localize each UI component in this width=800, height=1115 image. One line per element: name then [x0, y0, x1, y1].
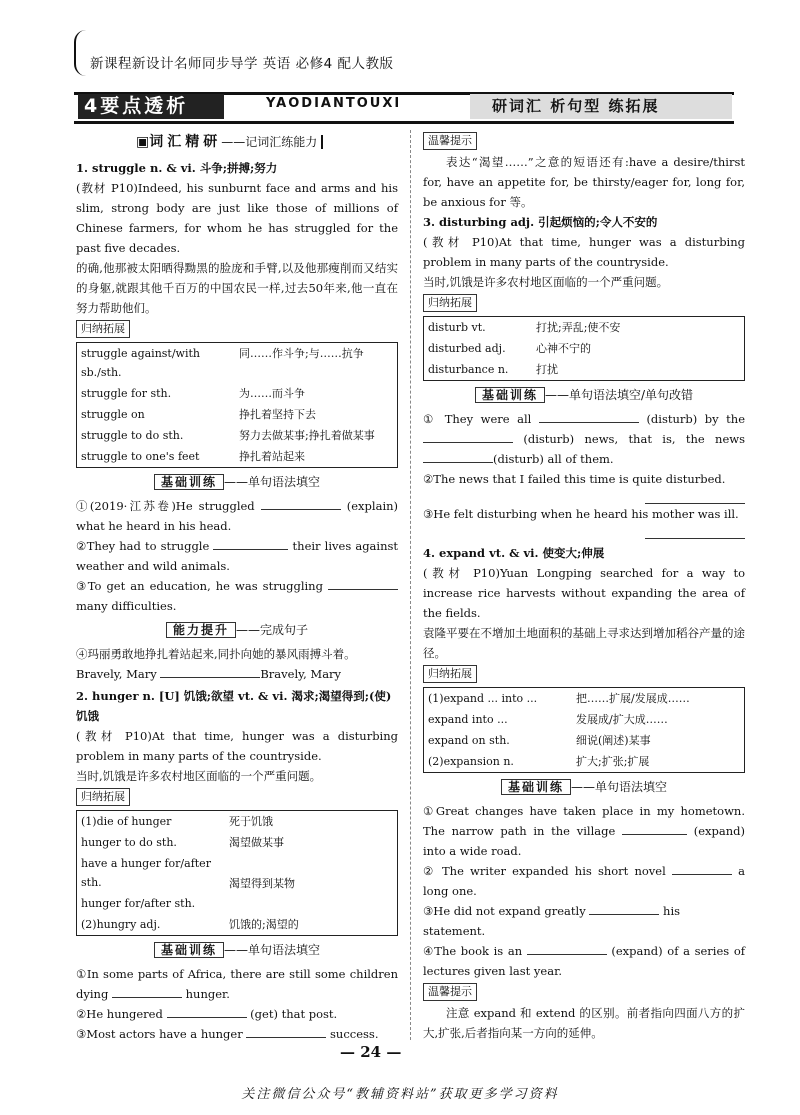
answer-blank[interactable]	[246, 1025, 326, 1038]
answer-blank[interactable]	[112, 985, 182, 998]
header-bracket	[74, 30, 86, 76]
disturbing-example-en: (教材 P10)At that time, hunger was a disturbing problem in many parts of the countryside.	[423, 235, 745, 269]
jichu-heading: 基础训练 ——单句语法填空	[76, 472, 398, 492]
answer-blank[interactable]	[423, 450, 493, 463]
page-number: — 24 —	[340, 1043, 402, 1061]
answer-blank[interactable]	[622, 822, 687, 835]
table-row: disturbance n. 打扰	[428, 363, 558, 376]
exercise-item: ② The writer expanded his short novel a long one.	[423, 864, 746, 898]
tip-expand: 注意 expand 和 extend 的区别。前者指向四面八方的扩大,扩张,后者指向某一方向的延伸。	[423, 1006, 745, 1040]
answer-blank[interactable]	[213, 537, 288, 550]
exercise-item: ②They had to struggle their lives against weather and wild animals.	[76, 539, 399, 573]
answer-line[interactable]	[645, 489, 745, 504]
jichu-heading: 基础训练 ——单句语法填空	[76, 940, 398, 960]
jichu-heading: 基础训练 ——单句语法填空	[423, 777, 745, 797]
entry-disturbing-head: 3. disturbing adj. 引起烦恼的;令人不安的	[423, 215, 658, 229]
exercise-item: ①(2019·江苏卷)He struggled (explain) what he heard in his head.	[76, 499, 399, 533]
banner-pinyin: YAODIANTOUXI	[266, 96, 402, 111]
header-title: 新课程新设计名师同步导学 英语 必修4 配人教版	[90, 56, 394, 72]
disturbing-example-zh: 当时,饥饿是许多农村地区面临的一个严重问题。	[423, 275, 669, 289]
exercise-item: ③To get an education, he was struggling many difficulties.	[76, 576, 398, 616]
table-row: struggle to one's feet 挣扎着站起来	[81, 450, 305, 463]
jichu-heading: 基础训练 ——单句语法填空/单句改错	[423, 385, 745, 405]
table-row: expand into ... 发展成/扩大成……	[428, 713, 668, 726]
book-icon: ▣	[136, 134, 150, 150]
table-row: (2)hungry adj. 饥饿的;渴望的	[81, 918, 299, 931]
banner-subtitle: 研词汇 析句型 练拓展	[470, 94, 732, 119]
left-column	[76, 130, 398, 1044]
struggle-table	[76, 342, 398, 468]
expand-example-en: (教材 P10)Yuan Longping searched for a way to increase rice harvests without expanding the area of the fields.	[423, 566, 746, 620]
right-column	[423, 130, 745, 1043]
guina-tag: 归纳拓展	[76, 788, 130, 806]
exercise-item: ③Most actors have a hunger success.	[76, 1027, 379, 1041]
footer-note: 关注微信公众号“教辅资料站”获取更多学习资料	[241, 1087, 559, 1102]
tip-hunger: 表达“渴望……”之意的短语还有:have a desire/thirst for, have an appetite for, be thirsty/eager for, long for, be anxious for 等。	[423, 155, 745, 209]
entry-expand-head: 4. expand vt. & vi. 使变大;伸展	[423, 546, 605, 560]
banner-title: 4要点透析	[78, 94, 224, 119]
hunger-table	[76, 810, 398, 936]
table-row: (2)expansion n. 扩大;扩张;扩展	[428, 755, 650, 768]
answer-blank[interactable]	[261, 497, 341, 510]
exercise-item: ①Great changes have taken place in my hometown. The narrow path in the village (expand) into a wide road.	[423, 804, 746, 858]
hunger-example-zh: 当时,饥饿是许多农村地区面临的一个严重问题。	[76, 769, 322, 783]
exercise-item: ④The book is an (expand) of a series of lectures given last year.	[423, 944, 745, 978]
table-row: expand on sth. 细说(阐述)某事	[428, 734, 651, 747]
struggle-example-en: (教材 P10)Indeed, his sunburnt face and arms and his slim, strong body are just like those of millions of Chinese farmers, for whom he has struggled for the past five decades.	[76, 181, 399, 255]
answer-blank[interactable]	[167, 1005, 247, 1018]
answer-blank[interactable]	[527, 942, 607, 955]
entry-hunger-head: 2. hunger n. [U] 饥饿;欲望 vt. & vi. 渴求;渴望得到;(使)饥饿	[76, 689, 392, 723]
guina-tag: 归纳拓展	[76, 320, 130, 338]
table-row: hunger for/after sth.	[81, 897, 196, 910]
guina-tag: 归纳拓展	[423, 294, 477, 312]
column-divider	[410, 130, 411, 1040]
exercise-item: ②He hungered (get) that post.	[76, 1007, 338, 1021]
answer-blank[interactable]	[423, 430, 513, 443]
disturbing-table	[423, 316, 745, 381]
table-row: struggle to do sth. 努力去做某事;挣扎着做某事	[81, 429, 375, 442]
table-row: (1)expand ... into ... 把……扩展/发展成……	[428, 692, 690, 705]
answer-line[interactable]	[645, 524, 745, 539]
table-row: disturbed adj. 心神不宁的	[428, 342, 591, 355]
wenxin-tag: 温馨提示	[423, 983, 477, 1001]
exercise-item: ④玛丽勇敢地挣扎着站起来,同扑向她的暴风雨搏斗着。	[76, 647, 356, 661]
table-row: (1)die of hunger 死于饥饿	[81, 815, 273, 828]
exercise-item: ③He felt disturbing when he heard his mother was ill.	[423, 507, 739, 521]
answer-blank[interactable]	[589, 902, 659, 915]
struggle-example-zh: 的确,他那被太阳晒得黝黑的脸庞和手臂,以及他那瘦削而又结实的身躯,就跟其他千百万的中国农民一样,过去50年来,他一直在努力帮助他们。	[76, 261, 398, 315]
table-row: disturb vt. 打扰;弄乱;使不安	[428, 321, 621, 334]
table-row: struggle for sth. 为……而斗争	[81, 387, 305, 400]
exercise-item: Bravely, Mary Bravely, Mary	[76, 667, 342, 681]
table-row: struggle on 挣扎着坚持下去	[81, 408, 316, 421]
exercise-item: ① They were all (disturb) by the (disturb) news, that is, the news (disturb) all of them.	[423, 412, 746, 466]
guina-tag: 归纳拓展	[423, 665, 477, 683]
answer-blank[interactable]	[328, 577, 398, 590]
expand-table	[423, 687, 745, 773]
vocab-section-heading: ▣词汇精研——记词汇练能力	[136, 132, 398, 152]
answer-blank[interactable]	[672, 862, 732, 875]
exercise-item: ③He did not expand greatly his statement.	[423, 904, 681, 938]
expand-example-zh: 袁隆平要在不增加土地面积的基础上寻求达到增加稻谷产量的途径。	[423, 626, 745, 660]
answer-blank[interactable]	[539, 410, 639, 423]
table-row: hunger to do sth. 渴望做某事	[81, 836, 284, 849]
nengli-heading: 能力提升 ——完成句子	[76, 620, 398, 640]
hunger-example-en: (教材 P10)At that time, hunger was a disturbing problem in many parts of the countryside.	[76, 729, 398, 763]
answer-blank[interactable]	[160, 665, 260, 678]
exercise-item: ②The news that I failed this time is quite disturbed.	[423, 472, 726, 486]
entry-struggle-head: 1. struggle n. & vi. 斗争;拼搏;努力	[76, 161, 278, 175]
table-row: have a hunger for/after sth. 渴望得到某物	[81, 857, 295, 890]
table-row: struggle against/with sb./sth. 同……作斗争;与……抗争	[81, 347, 364, 379]
exercise-item: ①In some parts of Africa, there are still some children dying hunger.	[76, 967, 398, 1001]
wenxin-tag: 温馨提示	[423, 132, 477, 150]
